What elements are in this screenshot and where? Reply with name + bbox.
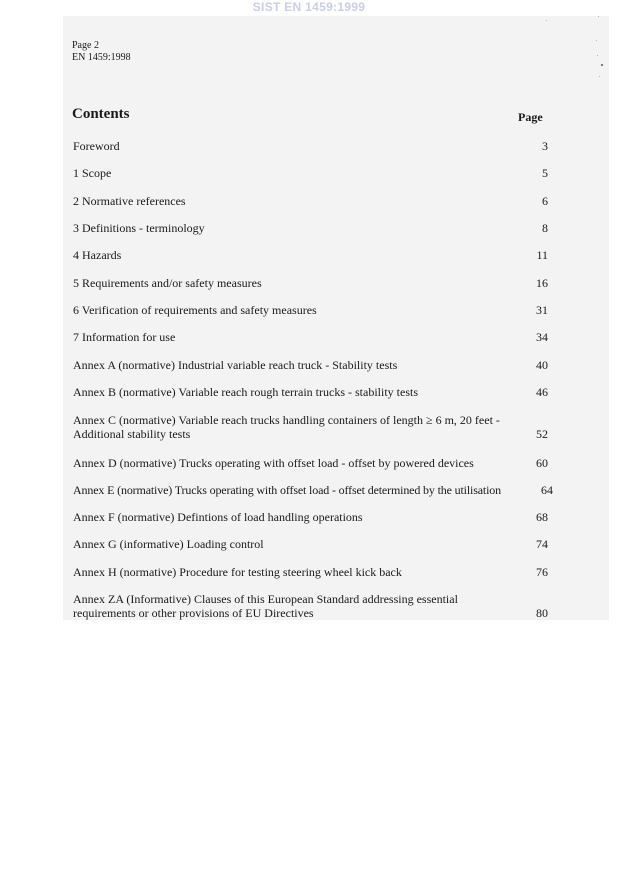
toc-entry-normative-references — [73, 194, 548, 208]
standard-id: EN 1459:1998 — [72, 52, 131, 63]
toc-entry-page: 34 — [536, 330, 548, 344]
toc-entry-text: Annex A (normative) Industrial variable reach truck - Stability tests — [73, 358, 398, 372]
toc-entry-page: 60 — [536, 456, 548, 470]
toc-entry-page: 6 — [542, 194, 548, 208]
toc-entry-page: 74 — [536, 537, 548, 551]
toc-entry-page: 64 — [541, 483, 553, 497]
toc-entry-text: 6 Verification of requirements and safety measures — [73, 303, 317, 317]
toc-entry-page: 80 — [536, 606, 548, 620]
toc-entry-text: Foreword — [73, 139, 120, 153]
toc-entry-annex-a — [73, 358, 548, 372]
scan-speck — [598, 16, 599, 17]
toc-entry-text: 4 Hazards — [73, 248, 122, 262]
toc-entry-text: Annex F (normative) Defintions of load handling operations — [73, 510, 363, 524]
toc-entry-text: 3 Definitions - terminology — [73, 221, 205, 235]
toc-entry-text: Annex ZA (Informative) Clauses of this European Standard addressing essential — [73, 592, 458, 606]
toc-entry-page: 46 — [536, 385, 548, 399]
page-column-heading: Page — [518, 110, 543, 124]
toc-entry-information-for-use — [73, 330, 548, 344]
toc-entry-text: Annex G (informative) Loading control — [73, 537, 264, 551]
toc-entry-verification — [73, 303, 548, 317]
contents-heading: Contents — [72, 106, 130, 122]
page-header — [72, 40, 131, 64]
toc-entry-text: 2 Normative references — [73, 194, 186, 208]
toc-entry-text: Annex E (normative) Trucks operating with offset load - offset determined by the utilisation — [73, 483, 502, 497]
toc-entry-text-continued: requirements or other provisions of EU Directives — [73, 606, 314, 620]
toc-entry-page: 76 — [536, 565, 548, 579]
toc-entry-annex-h — [73, 565, 548, 579]
toc-entry-hazards — [73, 248, 548, 262]
toc-entry-page: 31 — [536, 303, 548, 317]
toc-entry-requirements — [73, 276, 548, 290]
toc-entry-text-continued: Additional stability tests — [73, 427, 191, 441]
toc-entry-foreword — [73, 139, 548, 153]
scan-speck — [599, 76, 600, 77]
scan-speck — [597, 55, 598, 56]
toc-entry-page: 52 — [536, 427, 548, 441]
scan-speck — [601, 64, 603, 66]
toc-entry-text: 5 Requirements and/or safety measures — [73, 276, 262, 290]
toc-entry-annex-d — [73, 456, 548, 470]
toc-entry-page: 11 — [536, 248, 548, 262]
toc-entry-page: 40 — [536, 358, 548, 372]
toc-entry-page: 8 — [542, 221, 548, 235]
toc-entry-page: 3 — [542, 139, 548, 153]
scan-speck — [596, 40, 597, 41]
toc-entry-page: 16 — [536, 276, 548, 290]
toc-entry-annex-f — [73, 510, 548, 524]
page-number: Page 2 — [72, 40, 99, 51]
toc-entry-text: 1 Scope — [73, 166, 112, 180]
scan-speck — [546, 20, 547, 21]
toc-entry-annex-g — [73, 537, 548, 551]
toc-entry-page: 68 — [536, 510, 548, 524]
watermark: SIST EN 1459:1999 — [252, 0, 366, 14]
toc-entry-definitions — [73, 221, 548, 235]
toc-entry-text: 7 Information for use — [73, 330, 176, 344]
toc-entry-annex-b — [73, 385, 548, 399]
toc-entry-annex-za — [73, 592, 548, 620]
toc-entry-text: Annex D (normative) Trucks operating with offset load - offset by powered devices — [73, 456, 474, 470]
toc-entry-text: Annex C (normative) Variable reach trucks handling containers of length ≥ 6 m, 20 feet - — [73, 413, 500, 427]
toc-entry-annex-e — [73, 483, 553, 497]
toc-entry-scope — [73, 166, 548, 180]
toc-entry-page: 5 — [542, 166, 548, 180]
toc-entry-annex-c — [73, 413, 548, 441]
toc-entry-text: Annex H (normative) Procedure for testing steering wheel kick back — [73, 565, 402, 579]
scanned-page — [63, 16, 609, 620]
toc-entry-text: Annex B (normative) Variable reach rough terrain trucks - stability tests — [73, 385, 419, 399]
